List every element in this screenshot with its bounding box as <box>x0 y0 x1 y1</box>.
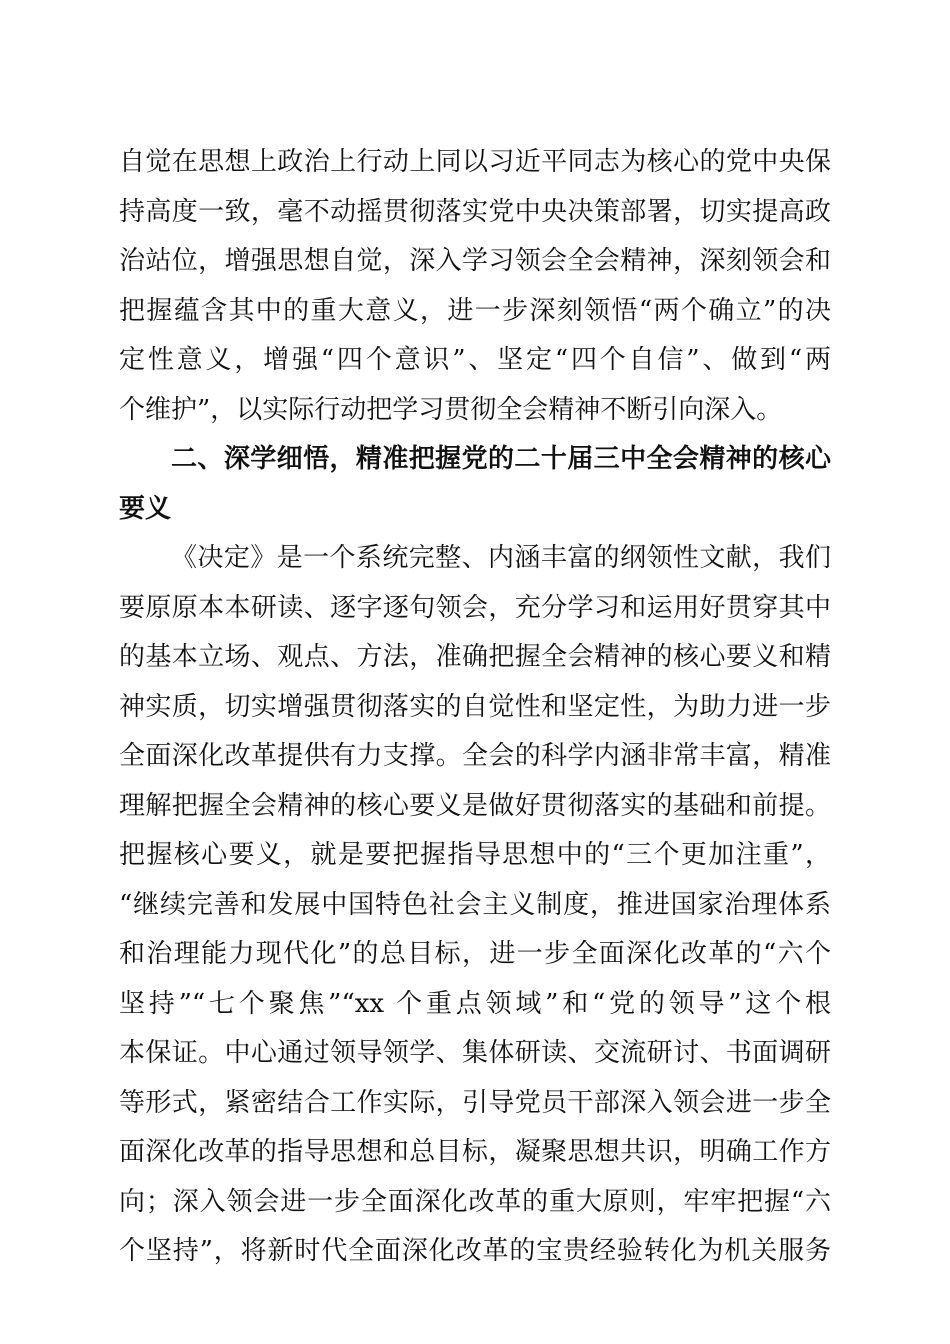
text-line: 面深化改革的指导思想和总目标，凝聚思想共识，明确工作方 <box>119 1137 831 1167</box>
text-line: 等形式，紧密结合工作实际，引导党员干部深入领会进一步全 <box>119 1087 831 1118</box>
text-line: “继续完善和发展中国特色社会主义制度，推进国家治理体系 <box>119 889 831 920</box>
text-line: 的基本立场、观点、方法，准确把握全会精神的核心要义和精 <box>119 642 831 672</box>
text-line: 全面深化改革提供有力支撑。全会的科学内涵非常丰富，精准 <box>119 741 831 771</box>
text-line: 和治理能力现代化”的总目标，进一步全面深化改革的“六个 <box>119 939 831 969</box>
text-line: 把握蕴含其中的重大意义，进一步深刻领悟“两个确立”的决 <box>119 295 831 326</box>
heading-line: 二、深学细悟，精准把握党的二十届三中全会精神的核心 <box>171 444 831 474</box>
text-line: 个坚持”，将新时代全面深化改革的宝贵经验转化为机关服务 <box>119 1236 831 1266</box>
text-line: 要原原本本研读、逐字逐句领会，充分学习和运用好贯穿其中 <box>119 592 831 623</box>
text-line: 治站位，增强思想自觉，深入学习领会全会精神，深刻领会和 <box>119 246 831 276</box>
text-line: 向；深入领会进一步全面深化改革的重大原则，牢牢把握“六 <box>119 1186 831 1217</box>
heading-line: 要义 <box>119 493 172 524</box>
paragraph-2 <box>119 534 831 1277</box>
section-heading <box>119 435 831 534</box>
text-line: 个维护”，以实际行动把学习贯彻全会精神不断引向深入。 <box>119 394 783 425</box>
document-page <box>119 138 831 1277</box>
text-line: 本保证。中心通过领导领学、集体研读、交流研讨、书面调研 <box>119 1038 831 1068</box>
paragraph-1 <box>119 138 831 435</box>
text-line: 神实质，切实增强贯彻落实的自觉性和坚定性，为助力进一步 <box>119 691 831 722</box>
text-line: 把握核心要义，就是要把握指导思想中的“三个更加注重”， <box>119 840 831 870</box>
text-line: 坚持”“七个聚焦”“xx 个重点领域”和“党的领导”这个根 <box>119 988 831 1019</box>
text-line: 定性意义，增强“四个意识”、坚定“四个自信”、做到“两 <box>119 345 831 375</box>
text-line: 持高度一致，毫不动摇贯彻落实党中央决策部署，切实提高政 <box>119 196 831 227</box>
text-line: 理解把握全会精神的核心要义是做好贯彻落实的基础和前提。 <box>119 790 831 821</box>
text-line: 自觉在思想上政治上行动上同以习近平同志为核心的党中央保 <box>119 147 831 177</box>
text-line: 《决定》是一个系统完整、内涵丰富的纲领性文献，我们 <box>171 543 831 573</box>
